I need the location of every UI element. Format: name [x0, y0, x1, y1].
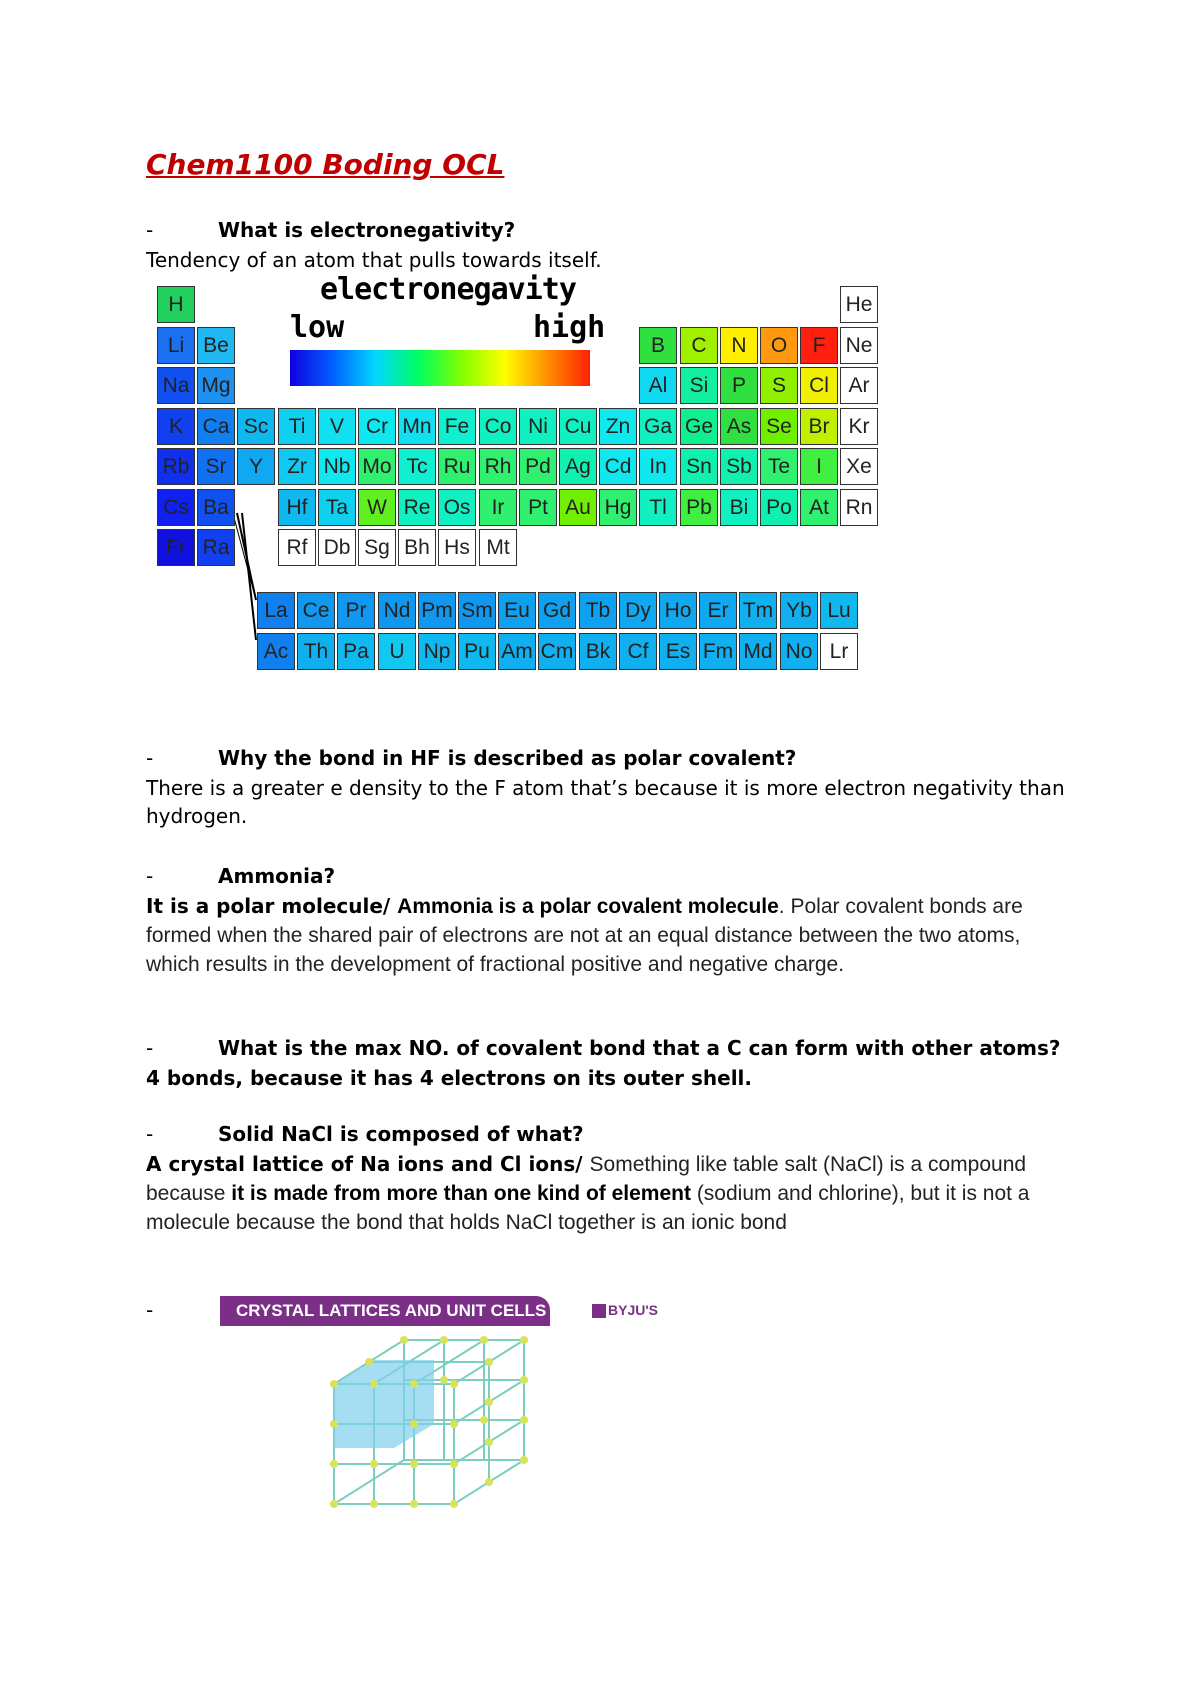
element-cell-ce: Ce — [297, 592, 335, 629]
element-cell-c: C — [680, 327, 718, 364]
element-cell-br: Br — [800, 408, 838, 445]
electronegativity-gradient-bar — [290, 350, 590, 386]
element-cell-tl: Tl — [639, 489, 677, 526]
question-nacl — [146, 1122, 584, 1146]
element-cell-cs: Cs — [157, 489, 195, 526]
bullet-dash: - — [146, 1122, 154, 1146]
element-cell-bi: Bi — [720, 489, 758, 526]
element-cell-cl: Cl — [800, 367, 838, 404]
element-cell-ho: Ho — [659, 592, 697, 629]
element-cell-mn: Mn — [398, 408, 436, 445]
element-cell-tm: Tm — [739, 592, 777, 629]
element-cell-p: P — [720, 367, 758, 404]
element-cell-ac: Ac — [257, 633, 295, 670]
element-cell-zr: Zr — [278, 448, 316, 485]
element-cell-pd: Pd — [519, 448, 557, 485]
element-cell-y: Y — [237, 448, 275, 485]
element-cell-sg: Sg — [358, 529, 396, 566]
element-cell-er: Er — [699, 592, 737, 629]
element-cell-ag: Ag — [559, 448, 597, 485]
element-cell-no: No — [780, 633, 818, 670]
element-cell-np: Np — [418, 633, 456, 670]
element-cell-tc: Tc — [398, 448, 436, 485]
element-cell-cu: Cu — [559, 408, 597, 445]
element-cell-yb: Yb — [780, 592, 818, 629]
answer-ammonia — [146, 892, 1076, 979]
bullet-dash: - — [146, 218, 154, 242]
element-cell-tb: Tb — [579, 592, 617, 629]
question-ammonia — [146, 864, 335, 888]
element-cell-pa: Pa — [337, 633, 375, 670]
element-cell-mg: Mg — [197, 367, 235, 404]
element-cell-sm: Sm — [458, 592, 496, 629]
element-cell-se: Se — [760, 408, 798, 445]
element-cell-cd: Cd — [599, 448, 637, 485]
element-cell-re: Re — [398, 489, 436, 526]
element-cell-b: B — [639, 327, 677, 364]
element-cell-pb: Pb — [680, 489, 718, 526]
element-cell-n: N — [720, 327, 758, 364]
bullet-dash: - — [146, 1298, 154, 1322]
element-cell-ga: Ga — [639, 408, 677, 445]
crystal-lattice-banner: CRYSTAL LATTICES AND UNIT CELLS — [220, 1296, 550, 1326]
element-cell-ir: Ir — [479, 489, 517, 526]
question-text: Ammonia? — [218, 864, 336, 888]
element-cell-pr: Pr — [337, 592, 375, 629]
element-cell-lu: Lu — [820, 592, 858, 629]
answer-body-2: (sodium and chlorine), but it is not a molecule because the bond that holds NaCl together is an ionic bond — [146, 1182, 1030, 1234]
element-cell-lr: Lr — [820, 633, 858, 670]
element-cell-sn: Sn — [680, 448, 718, 485]
element-cell-ge: Ge — [680, 408, 718, 445]
element-cell-sb: Sb — [720, 448, 758, 485]
element-cell-la: La — [257, 592, 295, 629]
element-cell-rn: Rn — [840, 489, 878, 526]
answer-electronegativity: Tendency of an atom that pulls towards itself. — [146, 248, 602, 272]
element-cell-at: At — [800, 489, 838, 526]
answer-carbon-bonds: 4 bonds, because it has 4 electrons on its outer shell. — [146, 1066, 752, 1090]
element-cell-ta: Ta — [318, 489, 356, 526]
element-cell-rf: Rf — [278, 529, 316, 566]
bullet-dash: - — [146, 746, 154, 770]
element-cell-nd: Nd — [378, 592, 416, 629]
element-cell-pm: Pm — [418, 592, 456, 629]
element-cell-cm: Cm — [538, 633, 576, 670]
element-cell-cr: Cr — [358, 408, 396, 445]
element-cell-in: In — [639, 448, 677, 485]
answer-bold-emphasis: it is made from more than one kind of element — [231, 1182, 691, 1205]
element-cell-u: U — [378, 633, 416, 670]
element-cell-v: V — [318, 408, 356, 445]
element-cell-al: Al — [639, 367, 677, 404]
element-cell-sc: Sc — [237, 408, 275, 445]
element-cell-ni: Ni — [519, 408, 557, 445]
bullet-dash: - — [146, 1036, 154, 1060]
element-cell-db: Db — [318, 529, 356, 566]
scale-high-label: high — [533, 310, 606, 345]
question-text: What is the max NO. of covalent bond that a C can form with other atoms? — [218, 1036, 1061, 1060]
element-cell-mo: Mo — [358, 448, 396, 485]
element-cell-dy: Dy — [619, 592, 657, 629]
element-cell-ra: Ra — [197, 529, 235, 566]
element-cell-zn: Zn — [599, 408, 637, 445]
element-cell-he: He — [840, 286, 878, 323]
element-cell-be: Be — [197, 327, 235, 364]
element-cell-eu: Eu — [498, 592, 536, 629]
element-cell-k: K — [157, 408, 195, 445]
question-hf-bond — [146, 746, 796, 770]
element-cell-fe: Fe — [438, 408, 476, 445]
element-cell-ru: Ru — [438, 448, 476, 485]
question-text: What is electronegativity? — [218, 218, 516, 242]
element-cell-ti: Ti — [278, 408, 316, 445]
element-cell-pu: Pu — [458, 633, 496, 670]
page-title: Chem1100 Boding OCL — [146, 148, 505, 181]
question-text: Solid NaCl is composed of what? — [218, 1122, 584, 1146]
element-cell-na: Na — [157, 367, 195, 404]
byjus-logo — [592, 1302, 658, 1318]
element-cell-nb: Nb — [318, 448, 356, 485]
question-electronegativity — [146, 218, 515, 242]
answer-hf-bond: There is a greater e density to the F atom that’s because it is more electron negativity than hydrogen. — [146, 776, 1065, 828]
element-cell-fr: Fr — [157, 529, 195, 566]
element-cell-po: Po — [760, 489, 798, 526]
answer-bold-emphasis: Ammonia is a polar covalent molecule — [397, 895, 779, 918]
element-cell-li: Li — [157, 327, 195, 364]
question-text: Why the bond in HF is described as polar covalent? — [218, 746, 797, 770]
element-cell-kr: Kr — [840, 408, 878, 445]
element-cell-w: W — [358, 489, 396, 526]
element-cell-hs: Hs — [438, 529, 476, 566]
element-cell-gd: Gd — [538, 592, 576, 629]
element-cell-te: Te — [760, 448, 798, 485]
crystal-bullet — [146, 1298, 218, 1322]
answer-body-1: Something like table salt (NaCl) is a compound because — [146, 1153, 1027, 1205]
element-cell-ca: Ca — [197, 408, 235, 445]
scale-low-label: low — [290, 310, 345, 345]
element-cell-rb: Rb — [157, 448, 195, 485]
element-cell-am: Am — [498, 633, 536, 670]
element-cell-au: Au — [559, 489, 597, 526]
element-cell-ba: Ba — [197, 489, 235, 526]
answer-bold-lead: A crystal lattice of Na ions and Cl ions/ — [146, 1152, 590, 1176]
answer-nacl — [146, 1150, 1046, 1237]
element-cell-hf: Hf — [278, 489, 316, 526]
element-cell-co: Co — [479, 408, 517, 445]
element-cell-ar: Ar — [840, 367, 878, 404]
bullet-dash: - — [146, 864, 154, 888]
element-cell-hg: Hg — [599, 489, 637, 526]
element-cell-mt: Mt — [479, 529, 517, 566]
element-cell-bh: Bh — [398, 529, 436, 566]
element-cell-pt: Pt — [519, 489, 557, 526]
element-cell-es: Es — [659, 633, 697, 670]
element-cell-cf: Cf — [619, 633, 657, 670]
element-cell-th: Th — [297, 633, 335, 670]
question-carbon-bonds — [146, 1036, 1060, 1060]
element-cell-sr: Sr — [197, 448, 235, 485]
element-cell-xe: Xe — [840, 448, 878, 485]
element-cell-h: H — [157, 286, 195, 323]
element-cell-o: O — [760, 327, 798, 364]
element-cell-rh: Rh — [479, 448, 517, 485]
answer-body: . Polar covalent bonds are formed when the shared pair of electrons are not at an equal distance between the two atoms, which results in the development of fractional positive and negative charge. — [146, 895, 1023, 976]
logo-text: BYJU'S — [608, 1302, 659, 1318]
element-cell-bk: Bk — [579, 633, 617, 670]
element-cell-os: Os — [438, 489, 476, 526]
element-cell-fm: Fm — [699, 633, 737, 670]
element-cell-i: I — [800, 448, 838, 485]
crystal-lattice-diagram — [320, 1330, 580, 1530]
element-cell-si: Si — [680, 367, 718, 404]
element-cell-f: F — [800, 327, 838, 364]
element-cell-md: Md — [739, 633, 777, 670]
answer-bold-lead: It is a polar molecule/ — [146, 894, 398, 918]
element-cell-ne: Ne — [840, 327, 878, 364]
element-cell-s: S — [760, 367, 798, 404]
table-title: electronegavity — [320, 272, 576, 307]
element-cell-as: As — [720, 408, 758, 445]
